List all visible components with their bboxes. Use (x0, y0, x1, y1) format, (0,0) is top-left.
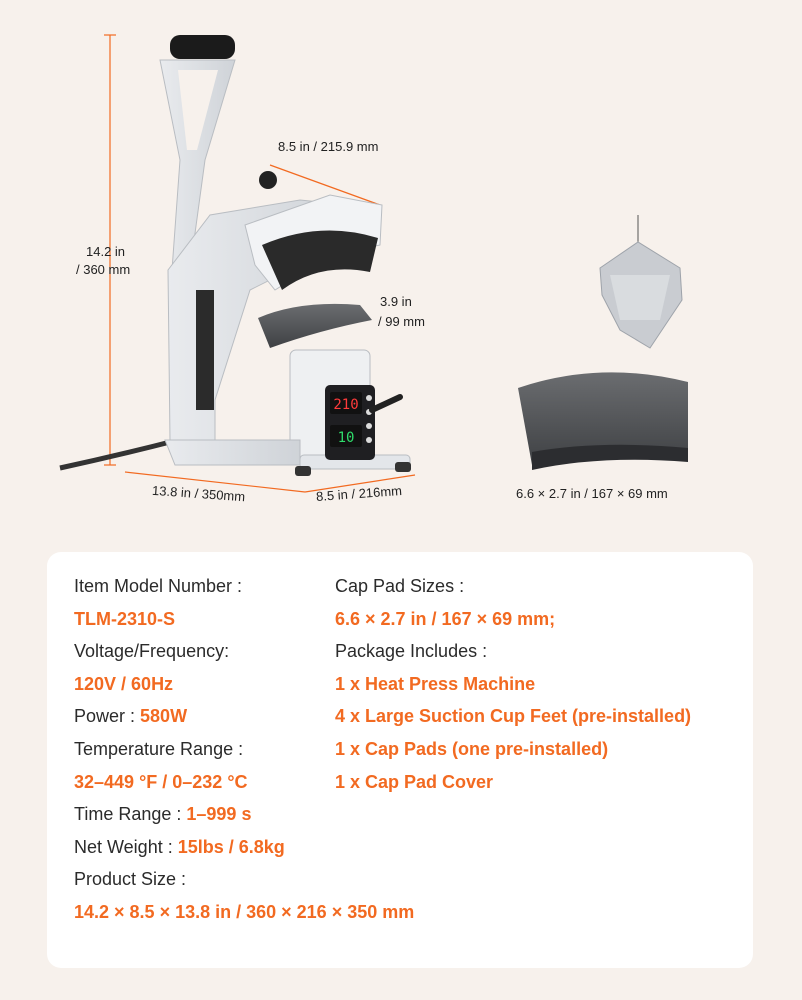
spec-value: 4 x Large Suction Cup Feet (pre-installed) (335, 706, 692, 727)
spec-row (335, 700, 691, 733)
spec-value: 120V / 60Hz (74, 673, 174, 694)
spec-row (335, 733, 691, 766)
specifications-card (47, 552, 753, 968)
height-mm-label: / 360 mm (76, 262, 131, 277)
time-readout: 10 (337, 430, 355, 446)
power-cord (60, 440, 178, 468)
spec-value: 1 x Heat Press Machine (335, 673, 536, 694)
temperature-readout: 210 (333, 397, 359, 413)
spec-label: Temperature Range : (74, 738, 244, 759)
spec-label: Package Includes : (335, 641, 488, 662)
spec-value: 6.6 × 2.7 in / 167 × 69 mm; (335, 608, 556, 629)
spec-row (335, 668, 691, 701)
spec-row (74, 798, 414, 831)
spec-value: 15lbs / 6.8kg (177, 836, 285, 857)
spec-label: Cap Pad Sizes : (335, 576, 465, 596)
spec-value: 1 x Cap Pad Cover (335, 771, 494, 792)
spec-row (74, 863, 414, 896)
height-in-label: 14.2 in (86, 244, 126, 259)
spec-row (335, 603, 691, 636)
gap-mm-label: / 99 mm (378, 314, 425, 329)
top-width-label: 8.5 in / 215.9 mm (278, 139, 379, 154)
spec-row (335, 570, 691, 603)
spec-label: Time Range : (74, 804, 187, 825)
specs-right-column (335, 570, 691, 798)
spec-label: Net Weight : (74, 836, 178, 857)
spec-row (74, 831, 414, 864)
lower-cap-pad (258, 304, 372, 348)
gap-in-label: 3.9 in (380, 294, 412, 309)
base-width-label: 8.5 in / 216mm (315, 483, 403, 504)
spec-label: Item Model Number : (74, 576, 243, 596)
pad-size-label: 6.6 × 2.7 in / 167 × 69 mm (516, 486, 668, 501)
spec-label: Voltage/Frequency: (74, 641, 230, 662)
spec-value: 32–449 °F / 0–232 °C (74, 771, 248, 792)
spec-row (74, 896, 414, 929)
spec-label: Product Size : (74, 869, 187, 890)
spec-value: 580W (140, 706, 188, 727)
spec-value: 1 x Cap Pads (one pre-installed) (335, 738, 609, 759)
spec-value: TLM-2310-S (74, 608, 176, 629)
spec-value: 14.2 × 8.5 × 13.8 in / 360 × 216 × 350 mm (74, 901, 415, 922)
spec-value: 1–999 s (186, 804, 252, 825)
depth-label: 13.8 in / 350mm (151, 482, 246, 505)
spec-label: Power : (74, 706, 141, 727)
cap-pad-image (518, 372, 688, 470)
spec-row (335, 766, 691, 799)
spec-row (335, 635, 691, 668)
cap-pad-cover-image (600, 215, 682, 348)
